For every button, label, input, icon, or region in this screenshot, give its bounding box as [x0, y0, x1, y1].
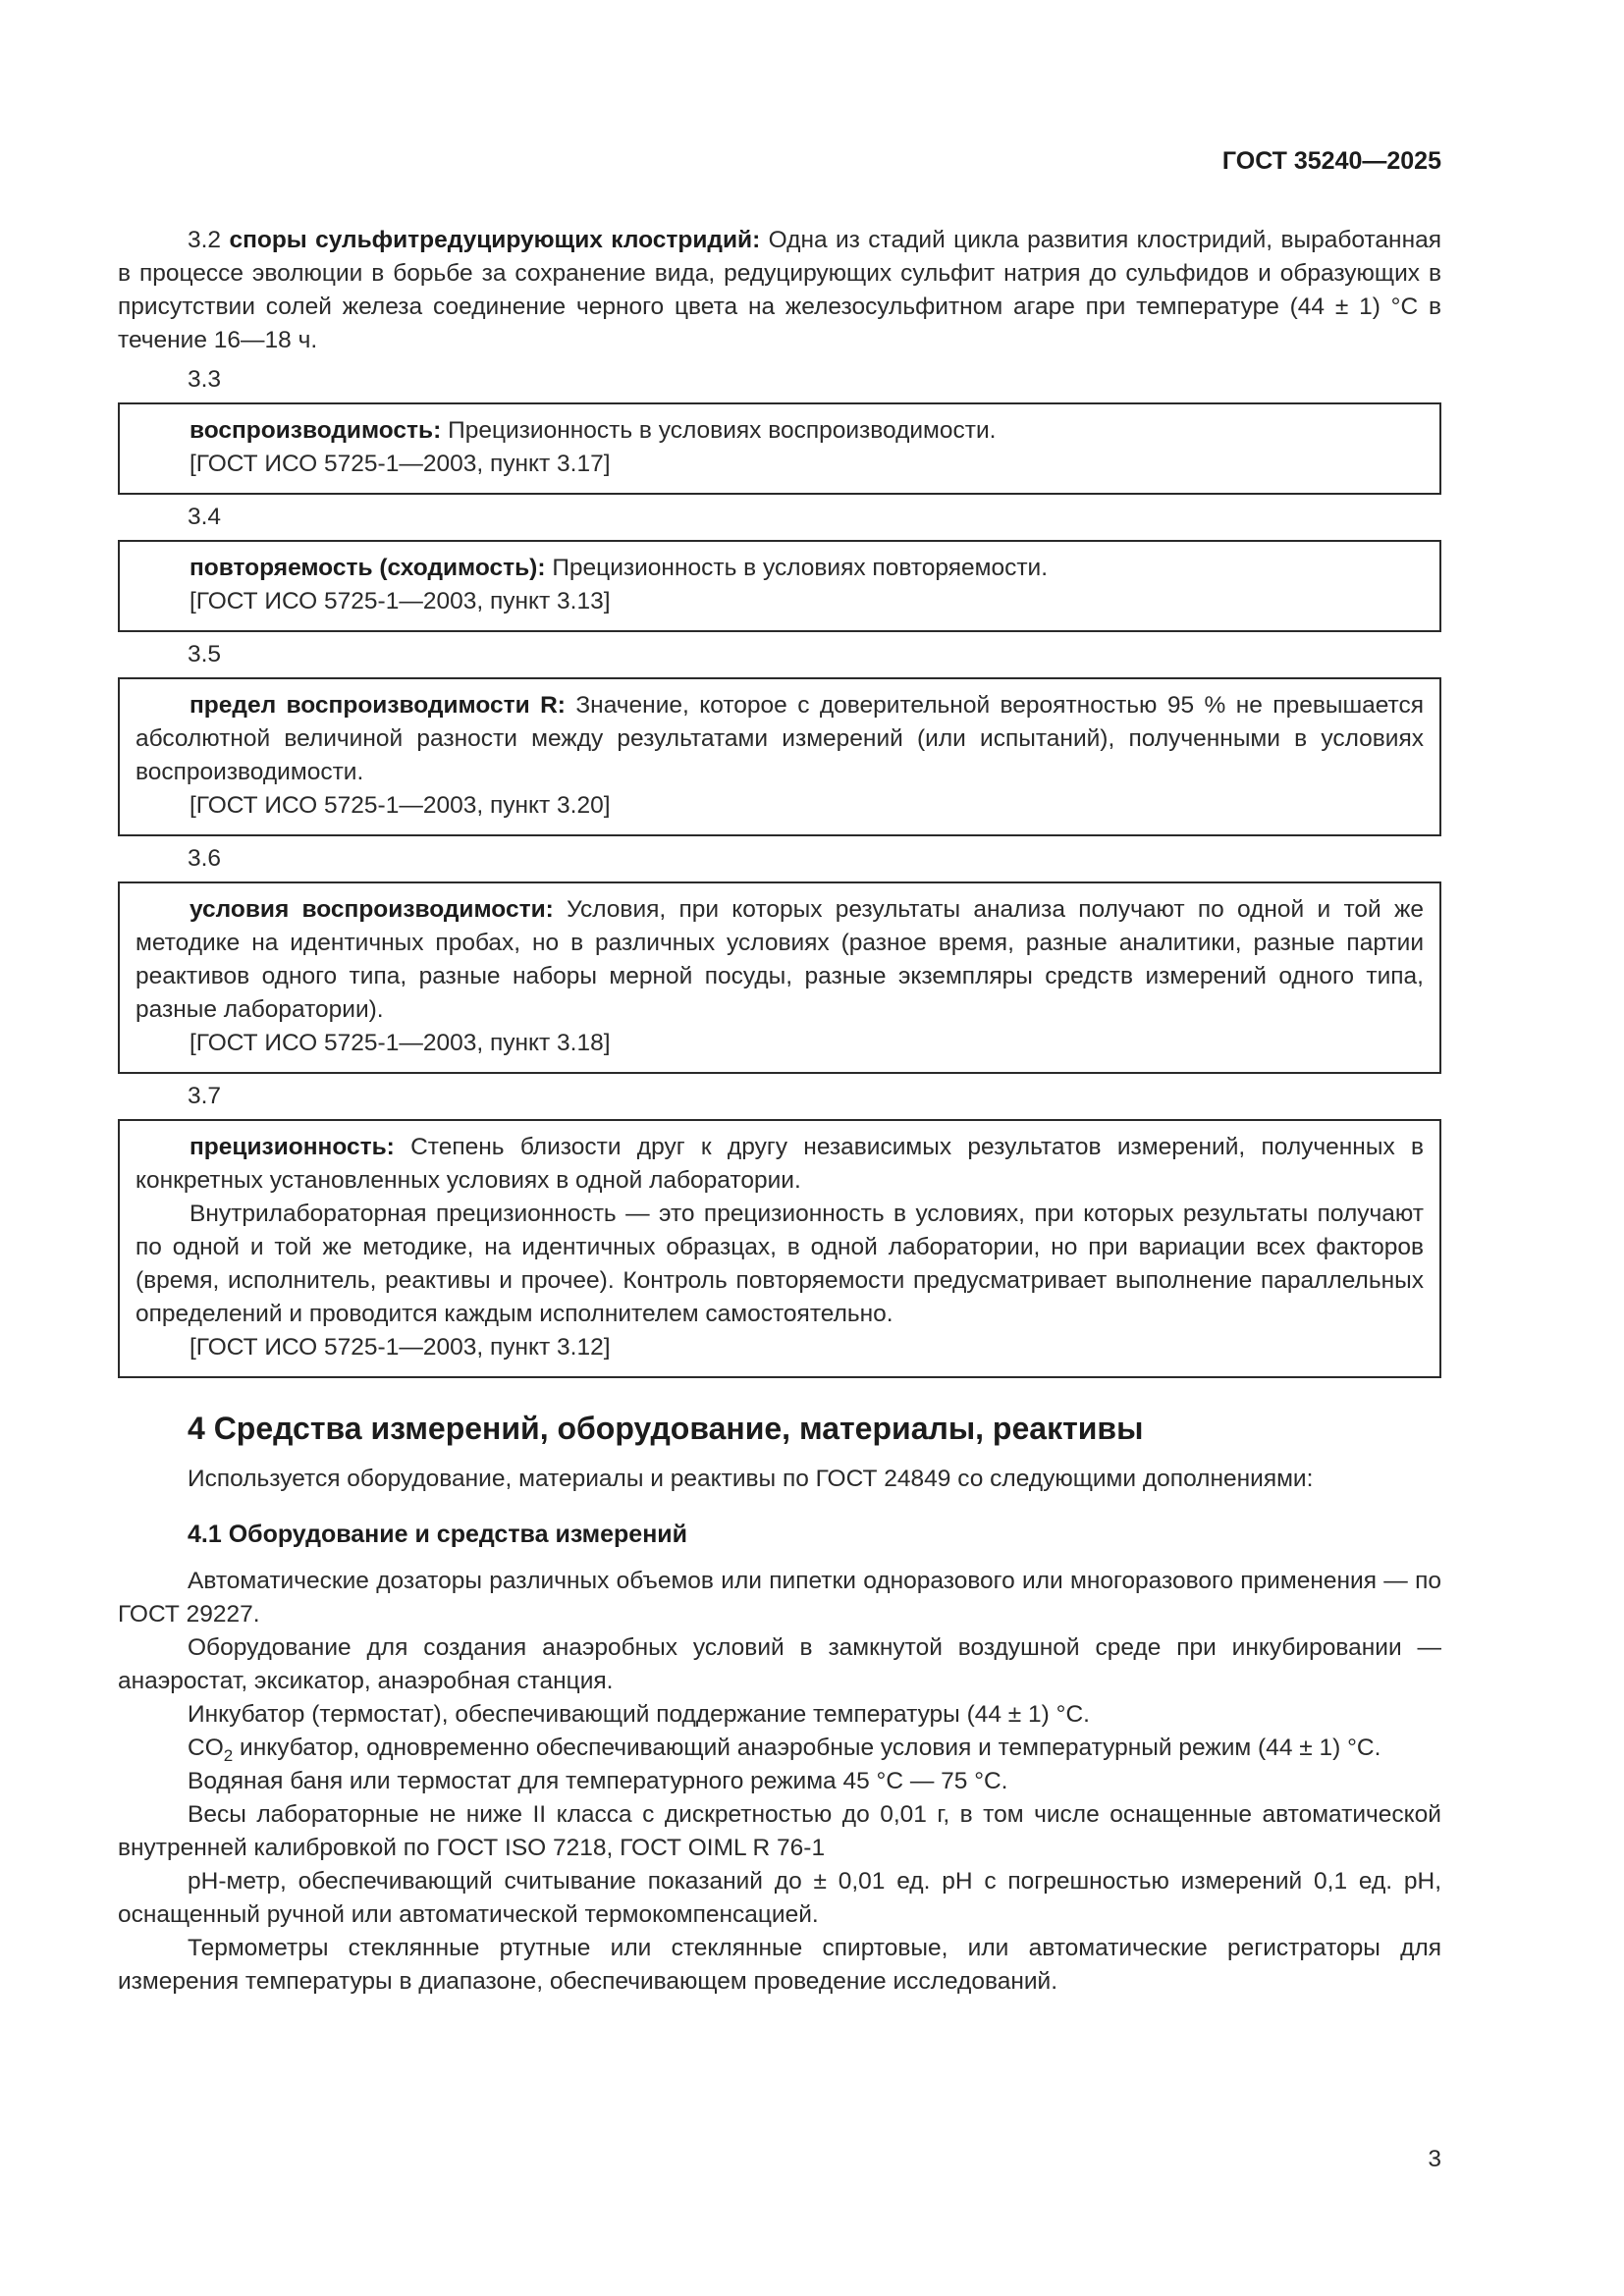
definition-text: Условия, при которых результаты анализа получают по одной и той же методике на идентичных пробах, но в различных условиях (разное время, разные аналитики, разные партии реактивов одного типа, разные наборы мерной посуды, разные экземпляры средств измерений одного типа, разные лаборатории). — [135, 896, 1424, 1023]
definition-text: Степень близости друг к другу независимых результатов измерений, полученных в конкретных установленных условиях в одной лаборатории. — [135, 1134, 1424, 1194]
term: воспроизводимость: — [189, 417, 442, 444]
reference: [ГОСТ ИСО 5725-1—2003, пункт 3.18] — [189, 1030, 611, 1056]
clause-number-3-5: 3.5 — [188, 641, 222, 667]
section-intro: Используется оборудование, материалы и реактивы по ГОСТ 24849 со следующими дополнениями: — [188, 1466, 1314, 1492]
clause-number-3-7: 3.7 — [188, 1083, 222, 1109]
definition-3-2 — [118, 224, 1441, 357]
paragraph: pH-метр, обеспечивающий считывание показаний до ± 0,01 ед. pH с погрешностью измерений 0,1 ед. pH, оснащенный ручной или автоматической термокомпенсацией. — [118, 1868, 1441, 1928]
definition-text: Одна из стадий цикла развития клостридий, выработанная в процессе эволюции в борьбе за сохранение вида, редуцирующих сульфит натрия до сульфидов и образующих в присутствии солей железа соединение черного цвета на железосульфитном агаре при температуре (44 ± 1) °С в течение 16—18 ч. — [118, 227, 1441, 353]
subsection-heading-4-1: 4.1 Оборудование и средства измерений — [188, 1521, 688, 1548]
reference: [ГОСТ ИСО 5725-1—2003, пункт 3.13] — [189, 588, 611, 614]
definition-text-note: Внутрилабораторная прецизионность — это прецизионность в условиях, при которых результаты получают по одной и той же методике, на идентичных образцах, в одной лаборатории, но при вариации всех факторов (время, исполнитель, реактивы и прочее). Контроль повторяемости предусматривает выполнение параллельных определений и проводится каждым исполнителем самостоятельно. — [135, 1201, 1424, 1327]
paragraph: Автоматические дозаторы различных объемов или пипетки одноразового или многоразового применения — по ГОСТ 29227. — [118, 1568, 1441, 1628]
definition-box-3-3 — [118, 402, 1441, 495]
definition-text: Прецизионность в условиях повторяемости. — [552, 555, 1049, 581]
clause-number-3-3: 3.3 — [188, 366, 222, 393]
definition-box-3-6 — [118, 881, 1441, 1074]
reference: [ГОСТ ИСО 5725-1—2003, пункт 3.12] — [189, 1334, 611, 1361]
reference: [ГОСТ ИСО 5725-1—2003, пункт 3.20] — [189, 792, 611, 819]
term: предел воспроизводимости R: — [189, 692, 566, 719]
term: прецизионность: — [189, 1134, 395, 1160]
paragraph: Инкубатор (термостат), обеспечивающий поддержание температуры (44 ± 1) °С. — [188, 1701, 1090, 1728]
paragraph-co2: $CO_2$ инкубатор, одновременно обеспечивающий анаэробные условия и температурный режим (44 ± 1) °С. — [188, 1735, 1381, 1765]
paragraph: Водяная баня или термостат для температурного режима 45 °С — 75 °С. — [188, 1768, 1008, 1794]
clause-number-3-4: 3.4 — [188, 504, 222, 530]
definition-box-3-7 — [118, 1119, 1441, 1378]
reference: [ГОСТ ИСО 5725-1—2003, пункт 3.17] — [189, 451, 611, 477]
term: повторяемость (сходимость): — [189, 555, 546, 581]
definition-text: Прецизионность в условиях воспроизводимости. — [448, 417, 997, 444]
clause-number-3-6: 3.6 — [188, 845, 222, 872]
clause-number: 3.2 — [188, 227, 222, 253]
definition-box-3-4 — [118, 540, 1441, 632]
term: споры сульфитредуцирующих клостридий: — [229, 227, 761, 253]
page-number: 3 — [1428, 2146, 1441, 2172]
document-body — [118, 224, 1441, 1999]
definition-box-3-5 — [118, 677, 1441, 836]
section-heading-4: 4 Средства измерений, оборудование, материалы, реактивы — [188, 1411, 1144, 1446]
document-header: ГОСТ 35240—2025 — [1221, 147, 1441, 175]
definition-text: Значение, которое с доверительной вероятностью 95 % не превышается абсолютной величиной разности между результатами измерений (или испытаний), полученными в условиях воспроизводимости. — [135, 692, 1425, 785]
paragraph: Весы лабораторные не ниже II класса с дискретностью до 0,01 г, в том числе оснащенные автоматической внутренней калибровкой по ГОСТ ISO 7218, ГОСТ OIML R 76-1 — [118, 1801, 1441, 1861]
paragraph: Термометры стеклянные ртутные или стеклянные спиртовые, или автоматические регистраторы для измерения температуры в диапазоне, обеспечивающем проведение исследований. — [118, 1935, 1441, 1995]
paragraph: Оборудование для создания анаэробных условий в замкнутой воздушной среде при инкубировании — анаэростат, эксикатор, анаэробная станция. — [118, 1634, 1441, 1694]
term: условия воспроизводимости: — [189, 896, 554, 923]
